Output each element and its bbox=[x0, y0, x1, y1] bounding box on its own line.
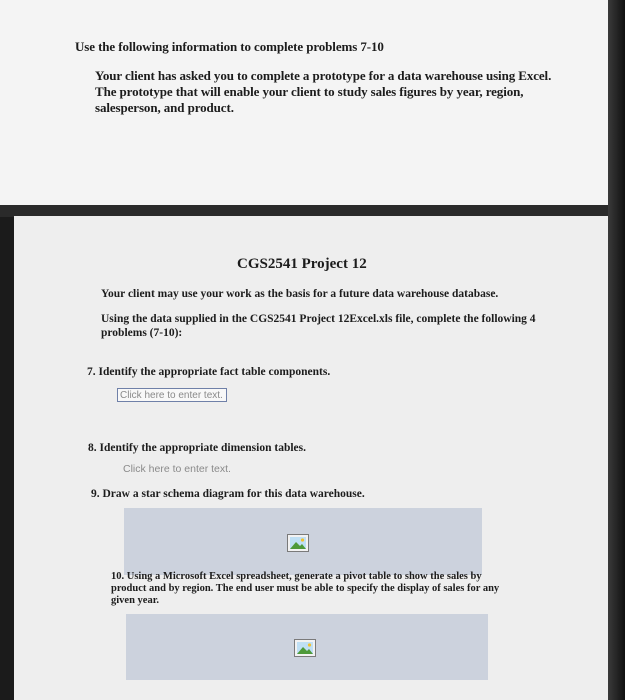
document-title: CGS2541 Project 12 bbox=[237, 256, 367, 272]
image-placeholder-icon[interactable] bbox=[294, 639, 316, 657]
intro-heading: Use the following information to complete problems 7-10 bbox=[75, 39, 384, 54]
question-10: 10. Using a Microsoft Excel spreadsheet, generate a pivot table to show the sales by product and by region. The end user must be able to specify the display of sales for any given year. bbox=[111, 571, 500, 606]
question-7: 7. Identify the appropriate fact table components. bbox=[87, 366, 331, 378]
question-8: 8. Identify the appropriate dimension tables. bbox=[88, 442, 306, 454]
instructions: Using the data supplied in the CGS2541 Project 12Excel.xls file, complete the following 4 problems (7-10): bbox=[101, 313, 536, 339]
q8-text-field[interactable]: Click here to enter text. bbox=[123, 463, 231, 475]
screen-edge bbox=[608, 0, 625, 700]
image-placeholder-icon[interactable] bbox=[287, 534, 309, 552]
q7-text-field[interactable]: Click here to enter text. bbox=[117, 388, 227, 402]
question-9: 9. Draw a star schema diagram for this data warehouse. bbox=[91, 488, 365, 500]
client-note: Your client may use your work as the basis for a future data warehouse database. bbox=[101, 288, 499, 300]
intro-paragraph: Your client has asked you to complete a prototype for a data warehouse using Excel. The prototype that will enable your client to study sales figures by year, region, salesperson, and product. bbox=[95, 68, 552, 115]
